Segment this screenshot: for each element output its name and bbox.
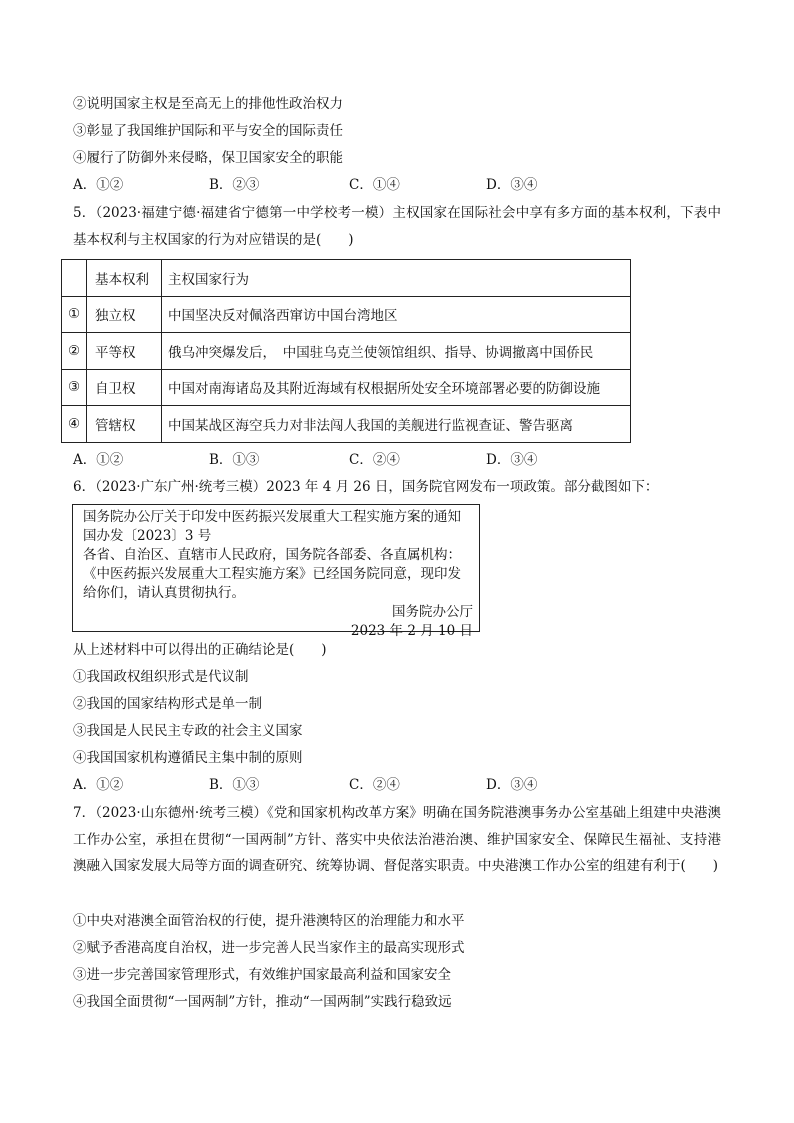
q5-option-b[interactable]: B．①③	[209, 452, 260, 468]
notice-title: 国务院办公厅关于印发中医药振兴发展重大工程实施方案的通知	[83, 509, 461, 525]
q7-statement-4: ④我国全面贯彻“一国两制”方针，推动“一国两制”实践行稳致远	[73, 994, 452, 1010]
table-cell-behavior: 中国对南海诸岛及其附近海域有权根据所处安全环境部署必要的防御设施	[162, 369, 631, 406]
q6-options	[73, 775, 633, 795]
q5-stem: 5．（2023·福建宁德·福建省宁德第一中学校考一模）主权国家在国际社会中享有多方面的基本权利，下表中基本权利与主权国家的行为对应错误的是( )	[73, 205, 721, 248]
q6-option-d[interactable]: D．③④	[486, 777, 538, 793]
q4-statement-3: ③彰显了我国维护国际和平与安全的国际责任	[73, 123, 343, 139]
notice-issuer: 国务院办公厅	[392, 604, 473, 620]
q5-options	[73, 450, 633, 470]
table-cell-right: 管辖权	[87, 406, 162, 443]
notice-body-1: 《中医药振兴发展重大工程实施方案》已经国务院同意，现印发	[83, 566, 461, 582]
table-cell-behavior: 中国坚决反对佩洛西窜访中国台湾地区	[162, 296, 631, 333]
table-cell-right: 自卫权	[87, 369, 162, 406]
q5-option-a[interactable]: A．①②	[73, 452, 124, 468]
notice-body-2: 给你们，请认真贯彻执行。	[83, 585, 245, 601]
q6-statement-3: ③我国是人民民主专政的社会主义国家	[73, 723, 303, 739]
q5-option-c[interactable]: C．②④	[349, 452, 400, 468]
table-header-row	[62, 260, 631, 297]
q4-statement-4: ④履行了防御外来侵略，保卫国家安全的职能	[73, 150, 343, 166]
table-cell-right: 独立权	[87, 296, 162, 333]
notice-date: 2023 年 2 月 10 日	[350, 623, 473, 639]
q6-option-c[interactable]: C．②④	[349, 777, 400, 793]
table-cell-behavior: 俄乌冲突爆发后， 中国驻乌克兰使领馆组织、指导、协调撤离中国侨民	[162, 333, 631, 370]
table-row	[62, 406, 631, 443]
q6-statement-4: ④我国国家机构遵循民主集中制的原则	[73, 750, 303, 766]
q4-option-b[interactable]: B．②③	[209, 177, 260, 193]
q6-statement-2: ②我国的国家结构形式是单一制	[73, 696, 262, 712]
q7-stem: 7．（2023·山东德州·统考三模）《党和国家机构改革方案》明确在国务院港澳事务办公室基础上组建中央港澳工作办公室，承担在贯彻“一国两制”方针、落实中央依法治港治澳、维护国家安全、保障民生福祉、支持港澳融入国家发展大局等方面的调查研究、统筹协调、督促落实职责。中央港澳工作办公室的组建有利于( )	[73, 805, 721, 874]
table-cell-behavior: 中国某战区海空兵力对非法闯人我国的美舰进行监视查证、警告驱离	[162, 406, 631, 443]
table-header-right: 基本权利	[87, 260, 162, 297]
table-cell-right: 平等权	[87, 333, 162, 370]
q4-options	[73, 175, 633, 195]
q4-option-d[interactable]: D．③④	[486, 177, 538, 193]
q4-statement-2: ②说明国家主权是至高无上的排他性政治权力	[73, 96, 343, 112]
table-header-behavior: 主权国家行为	[162, 260, 631, 297]
table-row	[62, 369, 631, 406]
q7-statement-3: ③进一步完善国家管理形式，有效维护国家最高利益和国家安全	[73, 967, 451, 983]
q7-statement-2: ②赋予香港高度自治权，进一步完善人民当家作主的最高实现形式	[73, 940, 465, 956]
q6-statement-1: ①我国政权组织形式是代议制	[73, 669, 249, 685]
q6-option-b[interactable]: B．①③	[209, 777, 260, 793]
q5-option-d[interactable]: D．③④	[486, 452, 538, 468]
q7-statement-1: ①中央对港澳全面管治权的行使，提升港澳特区的治理能力和水平	[73, 913, 465, 929]
table-cell	[62, 260, 87, 297]
table-cell-index: ②	[62, 333, 87, 370]
table-cell-index: ③	[62, 369, 87, 406]
q6-stem: 6．（2023·广东广州·统考三模）2023 年 4 月 26 日，国务院官网发布一项政策。部分截图如下：	[73, 479, 659, 495]
table-row	[62, 296, 631, 333]
q6-option-a[interactable]: A．①②	[73, 777, 124, 793]
q6-notice-screenshot	[72, 504, 480, 639]
notice-addressee: 各省、自治区、直辖市人民政府，国务院各部委、各直属机构：	[83, 547, 461, 563]
q4-option-a[interactable]: A．①②	[73, 177, 124, 193]
q5-rights-table	[61, 259, 631, 443]
notice-doc-number: 国办发〔2023〕3 号	[83, 528, 212, 544]
q6-question: 从上述材料中可以得出的正确结论是( )	[73, 642, 327, 658]
table-row	[62, 333, 631, 370]
table-cell-index: ④	[62, 406, 87, 443]
table-cell-index: ①	[62, 296, 87, 333]
q4-option-c[interactable]: C．①④	[349, 177, 400, 193]
